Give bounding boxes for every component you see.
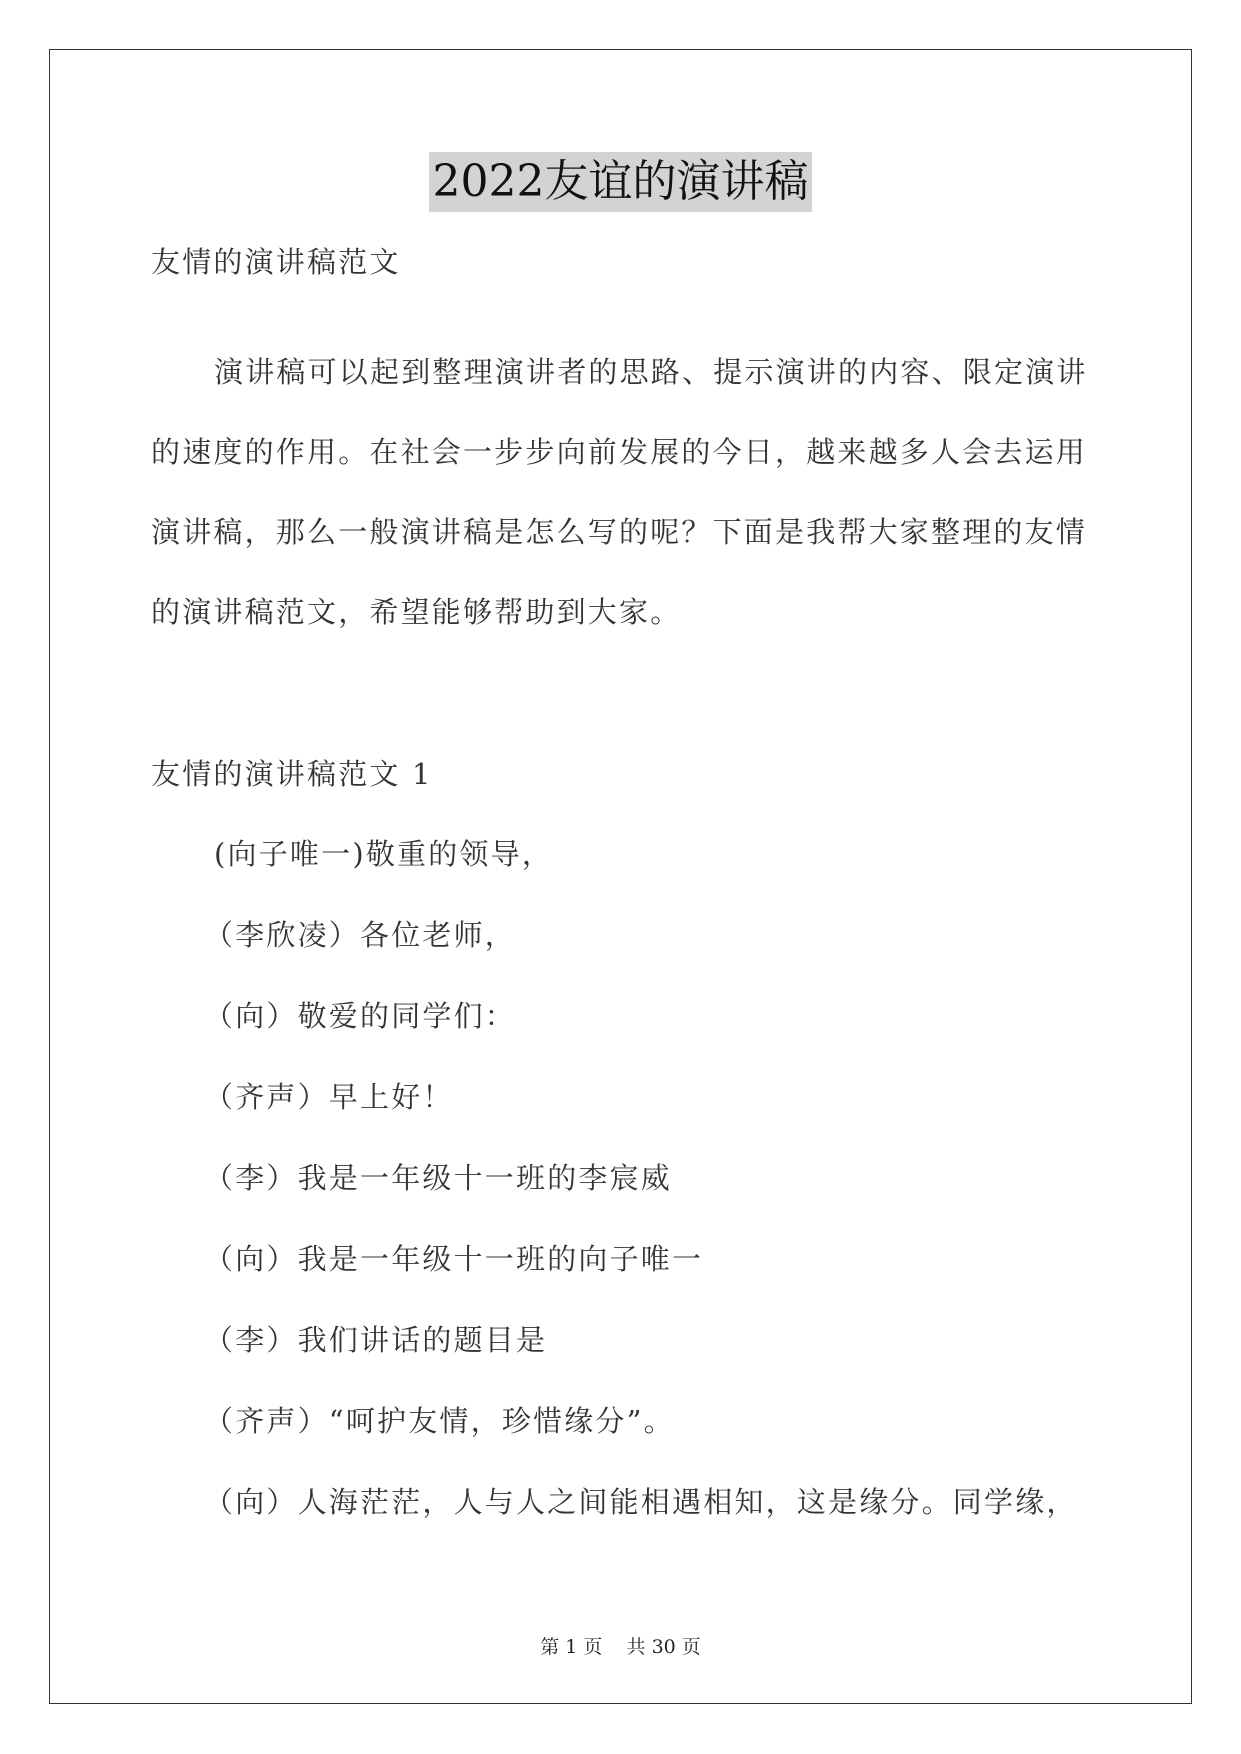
body-line: （齐声）早上好！ [204, 1080, 454, 1114]
body-line: （李）我们讲话的题目是 [204, 1323, 548, 1357]
page-footer: 第 1 页 共 30 页 [540, 1636, 701, 1658]
body-line: (向子唯一)敬重的领导， [214, 837, 554, 871]
body-line: （李）我是一年级十一班的李宸威 [204, 1161, 673, 1195]
intro-paragraph-line: 演讲稿，那么一般演讲稿是怎么写的呢？下面是我帮大家整理的友情 [151, 515, 1088, 549]
document-title: 2022友谊的演讲稿 [429, 152, 813, 212]
body-line: （向）敬爱的同学们： [204, 999, 517, 1033]
sub-heading: 友情的演讲稿范文 1 [151, 757, 433, 791]
body-line: （向）人海茫茫，人与人之间能相遇相知，这是缘分。同学缘， [204, 1485, 1078, 1519]
body-line: （向）我是一年级十一班的向子唯一 [204, 1242, 704, 1276]
page-border [49, 49, 1192, 1704]
intro-paragraph-line: 的演讲稿范文，希望能够帮助到大家。 [151, 595, 682, 629]
section-heading: 友情的演讲稿范文 [151, 245, 401, 279]
intro-paragraph-line: 的速度的作用。在社会一步步向前发展的今日，越来越多人会去运用 [151, 435, 1088, 469]
body-line: （齐声）“呵护友情，珍惜缘分”。 [204, 1404, 675, 1438]
body-line: （李欣凌）各位老师， [204, 918, 517, 952]
intro-paragraph-line: 演讲稿可以起到整理演讲者的思路、提示演讲的内容、限定演讲 [214, 355, 1088, 389]
title-container [0, 152, 1241, 212]
